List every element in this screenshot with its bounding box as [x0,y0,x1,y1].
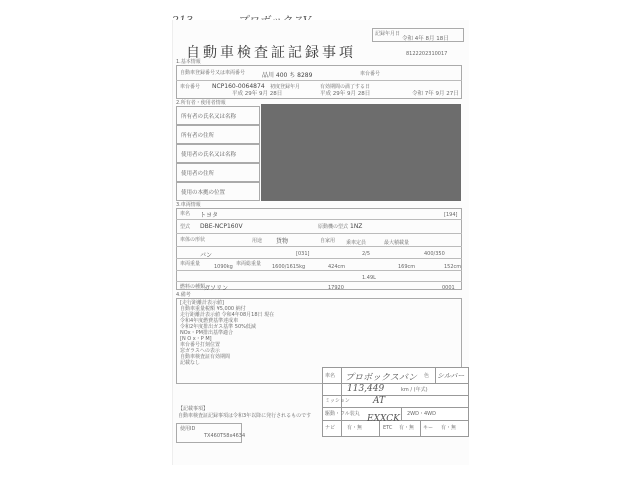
sticker-mileage: 113,449 [347,384,385,394]
sticker-color-label: 色 [424,373,430,379]
reg-number: 品川 400 ち 8289 [262,72,313,79]
chassis-number: NCP160-0064874 [212,83,265,90]
use-value: 貨物 [276,238,289,245]
remark-line: 記載なし [180,360,201,366]
height: 152cm [444,264,462,270]
sticker-equipment: EXXCK [367,414,400,424]
sticker-col-line [435,368,436,383]
inspection-label: 有効期間の満了する日 [320,84,371,90]
owner-address-label: 所有者の住所 [176,125,260,144]
sticker-nav-label: ナビ [325,425,336,431]
issue-date-label: 記録年月日 [375,31,401,37]
sticker-drive-label: 駆動・フル装丸 [325,411,360,417]
maker-code: [194] [444,212,458,218]
capacity-label: 乗車定員 [346,240,367,246]
sticker-col-line [401,407,402,420]
vehicle-divider-6 [176,281,462,282]
sticker-key-label: キー [423,425,434,431]
sticker-row-line [323,395,468,396]
remark-line: [走行距離計表示値] [180,300,224,306]
max-load: 400/350 [424,251,445,257]
displacement: 1.49L [362,275,376,281]
engine: 1NZ [350,223,363,230]
notice-text: 自動車検査証記録事項は令和3年以降に発行されるものです [178,413,312,419]
total-weight: 1600/1615kg [272,264,306,270]
sticker-color: シルバー [437,372,465,380]
remark-line: [N O x・P M] [180,336,212,342]
maker-label: 車名 [180,211,191,217]
vehicle-divider-4 [176,258,462,259]
remark-line: 自動車検査証有効期間 [180,354,231,360]
sticker-key-choice: 有・無 [441,425,457,431]
sticker-nav-choice: 有・無 [347,425,363,431]
length: 424cm [328,264,346,270]
owner-name-label: 所有者の氏名又は名称 [176,106,260,125]
maker: トヨタ [200,212,219,219]
weight: 1090kg [214,264,233,270]
category-number: 0001 [442,285,455,291]
max-load-label: 最大積載量 [384,240,410,246]
sticker-etc-choice: 有・無 [399,425,415,431]
vehicle-info-box [176,208,462,290]
first-reg-label: 初度登録年月 [270,84,301,90]
remark-line: 車台番号打刻位置 [180,342,221,348]
sticker-col-line [420,420,421,436]
remark-line: 令和2年度排出ガス基準 50%低減 [180,324,256,330]
sticker-drive: 2WD・4WD [407,411,436,417]
width: 169cm [398,264,416,270]
sticker-mission: AT [373,396,386,406]
engine-label: 原動機の型式 [318,224,349,230]
notice-title: 【記載事項】 [178,406,209,412]
basic-divider [176,80,462,81]
sticker-km-label: km / (年式) [401,387,428,393]
capacity: 2/5 [362,251,371,257]
first-reg-date: 平成 29年 9月 28日 [232,91,283,97]
sticker-name-label: 車名 [325,373,336,379]
user-name-label: 使用者の氏名又は名称 [176,144,260,163]
remark-line: 走行距離計表示値 令和4年08月18日 現在 [180,312,275,318]
redacted-owner-info [261,104,461,201]
fuel-label: 燃料の種類 [180,284,206,290]
body-type-label: 車体の形状 [180,237,206,243]
sticker-car-name: プロボックスバン [345,373,417,383]
vehicle-divider-5 [176,270,462,271]
total-weight-label: 車両総重量 [236,261,262,267]
section-basic-title: 1.基本情報 [176,59,201,65]
chassis-label: 車台番号 [360,71,381,77]
document-number: 8122202310017 [406,51,448,57]
sticker-mission-label: ミッション [325,398,350,404]
issue-date: 令和 4年 8月 18日 [402,36,449,42]
section-vehicle-title: 3.車両情報 [176,202,201,208]
inspection-date: 平成 29年 9月 28日 [320,91,371,97]
use-label: 用途 [252,238,263,244]
model: DBE-NCP160V [200,223,243,230]
remark-line: 令和4年度燃費基準達成車 [180,318,239,324]
vehicle-divider-1 [176,219,462,220]
private-label: 自家用 [320,238,336,244]
document-title: 自動車検査証記録事項 [186,45,356,61]
vehicle-divider-3 [176,246,462,247]
body-type: バン [200,252,213,259]
reg-number-label: 自動車登録番号又は車両番号 [180,70,246,76]
section-remarks-title: 4.備考 [176,292,191,298]
model-number: 17920 [328,285,344,291]
user-address-label: 使用者の住所 [176,163,260,182]
model-label: 型式 [180,224,191,230]
vehicle-divider-2 [176,233,462,234]
id-label: 使用ID [180,426,196,432]
owner-labels [176,106,260,201]
sticker-row-line [323,407,468,408]
remark-line: 窓ガラスへの表示 [180,348,220,354]
section-owner-title: 2.所有者・使用者情報 [176,100,226,106]
body-type-code: [031] [296,251,310,257]
fuel: ガソリン [204,285,229,292]
sticker-etc-label: ETC [383,425,393,431]
base-location-label: 使用の本拠の位置 [176,182,260,201]
chassis-number-label: 車台番号 [180,84,201,90]
weight-label: 車両重量 [180,261,201,267]
remark-line: 自動車重量税額 ¥5,000 納付 [180,306,246,312]
sticker-row-line [323,383,468,384]
expiry-date: 令和 7年 9月 27日 [412,91,459,97]
id-value: TX460T58x4634 [204,433,246,439]
vehicle-sticker [322,367,469,437]
remark-line: NOx・PM排出基準適合 [180,330,233,336]
remarks-list [180,300,274,366]
